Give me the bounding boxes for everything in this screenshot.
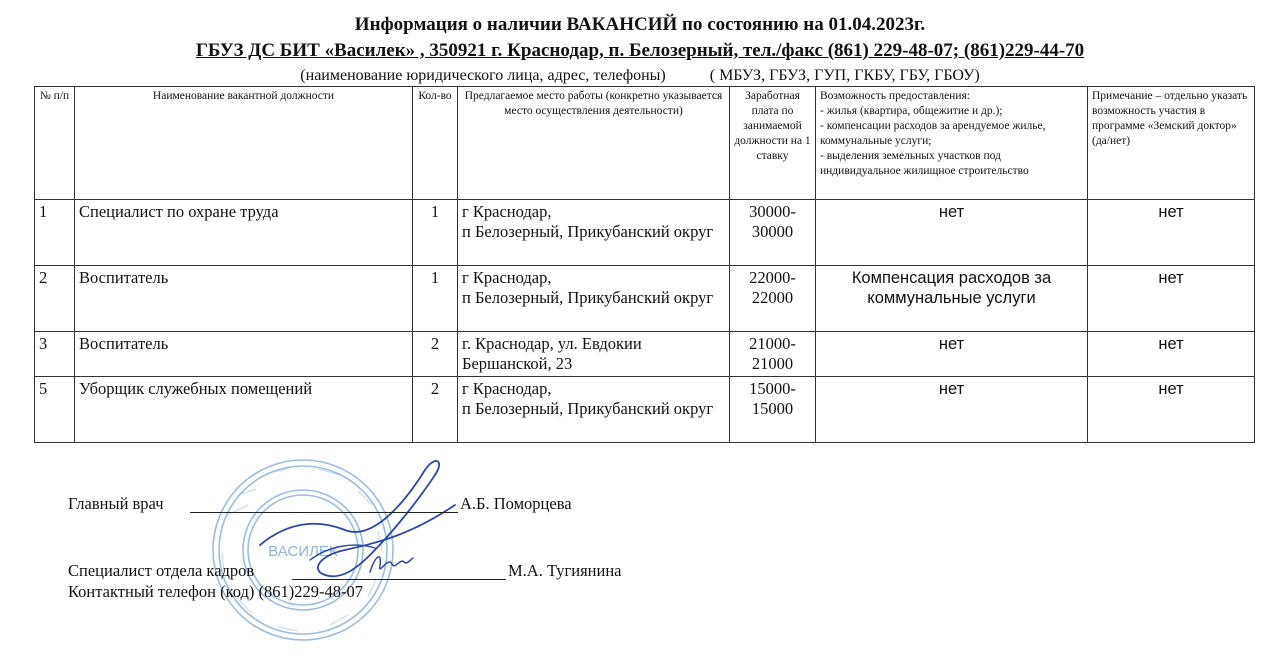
cell-position: Воспитатель <box>75 332 413 377</box>
chief-signature-line <box>190 512 458 513</box>
handwritten-signature-icon <box>250 450 470 600</box>
cell-note: нет <box>1088 200 1255 266</box>
table-row <box>35 377 1255 443</box>
cell-salary: 22000-22000 <box>730 266 816 332</box>
cell-salary: 15000-15000 <box>730 377 816 443</box>
cell-place: г Краснодар, п Белозерный, Прикубанский округ <box>458 200 730 266</box>
col-header-salary: Заработная плата по занимаемой должности на 1 ставку <box>730 87 816 200</box>
col-header-count: Кол-во <box>413 87 458 200</box>
document-title: Информация о наличии ВАКАНСИЙ по состоянию на 01.04.2023г. <box>354 14 926 35</box>
cell-note: нет <box>1088 332 1255 377</box>
subheader <box>0 66 1280 86</box>
cell-num: 2 <box>35 266 75 332</box>
organization-line: ГБУЗ ДС БИТ «Василек» , 350921 г. Краснодар, п. Белозерный, тел./факс (861) 229-48-07; (861)229-44-70 <box>195 40 1085 61</box>
cell-benefits: нет <box>816 377 1088 443</box>
cell-count: 2 <box>413 377 458 443</box>
table-header-row <box>35 87 1255 200</box>
table-row <box>35 332 1255 377</box>
table-row <box>35 200 1255 266</box>
contact-phone: Контактный телефон (код) (861)229-48-07 <box>68 582 364 601</box>
cell-note: нет <box>1088 377 1255 443</box>
cell-position: Специалист по охране труда <box>75 200 413 266</box>
cell-num: 3 <box>35 332 75 377</box>
cell-place: г Краснодар, п Белозерный, Прикубанский округ <box>458 266 730 332</box>
hr-specialist-label: Специалист отдела кадров <box>68 561 255 580</box>
stamp-center-text: ВАСИЛЕК <box>268 543 338 560</box>
vacancy-table <box>34 86 1255 443</box>
cell-position: Воспитатель <box>75 266 413 332</box>
cell-count: 1 <box>413 200 458 266</box>
col-header-num: № п/п <box>35 87 75 200</box>
col-header-position: Наименование вакантной должности <box>75 87 413 200</box>
cell-salary: 21000-21000 <box>730 332 816 377</box>
col-header-note: Примечание – отдельно указать возможность участия в программе «Земский доктор» (да/нет) <box>1088 87 1255 200</box>
subheader-left: (наименование юридического лица, адрес, телефоны) <box>300 67 666 84</box>
cell-num: 5 <box>35 377 75 443</box>
hr-specialist-name: М.А. Тугиянина <box>508 561 622 580</box>
cell-benefits: Компенсация расходов за коммунальные услуги <box>816 266 1088 332</box>
col-header-benefits: Возможность предоставления: - жилья (квартира, общежитие и др.); - компенсации расходов за арендуемое жилье, коммунальные услуги; - выделения земельных участков под индивидуальное жилищное строительство <box>816 87 1088 200</box>
chief-doctor-name: А.Б. Поморцева <box>460 494 572 513</box>
hr-signature-icon <box>366 548 416 580</box>
cell-benefits: нет <box>816 200 1088 266</box>
cell-place: г Краснодар, п Белозерный, Прикубанский округ <box>458 377 730 443</box>
cell-place: г. Краснодар, ул. Евдокии Бершанской, 23 <box>458 332 730 377</box>
subheader-right: ( МБУЗ, ГБУЗ, ГУП, ГКБУ, ГБУ, ГБОУ) <box>709 67 980 84</box>
cell-benefits: нет <box>816 332 1088 377</box>
cell-salary: 30000-30000 <box>730 200 816 266</box>
chief-doctor-label: Главный врач <box>68 494 164 513</box>
cell-position: Уборщик служебных помещений <box>75 377 413 443</box>
cell-num: 1 <box>35 200 75 266</box>
cell-count: 1 <box>413 266 458 332</box>
table-row <box>35 266 1255 332</box>
hr-signature-line <box>292 579 506 580</box>
col-header-place: Предлагаемое место работы (конкретно указывается место осуществления деятельности) <box>458 87 730 200</box>
cell-count: 2 <box>413 332 458 377</box>
cell-note: нет <box>1088 266 1255 332</box>
